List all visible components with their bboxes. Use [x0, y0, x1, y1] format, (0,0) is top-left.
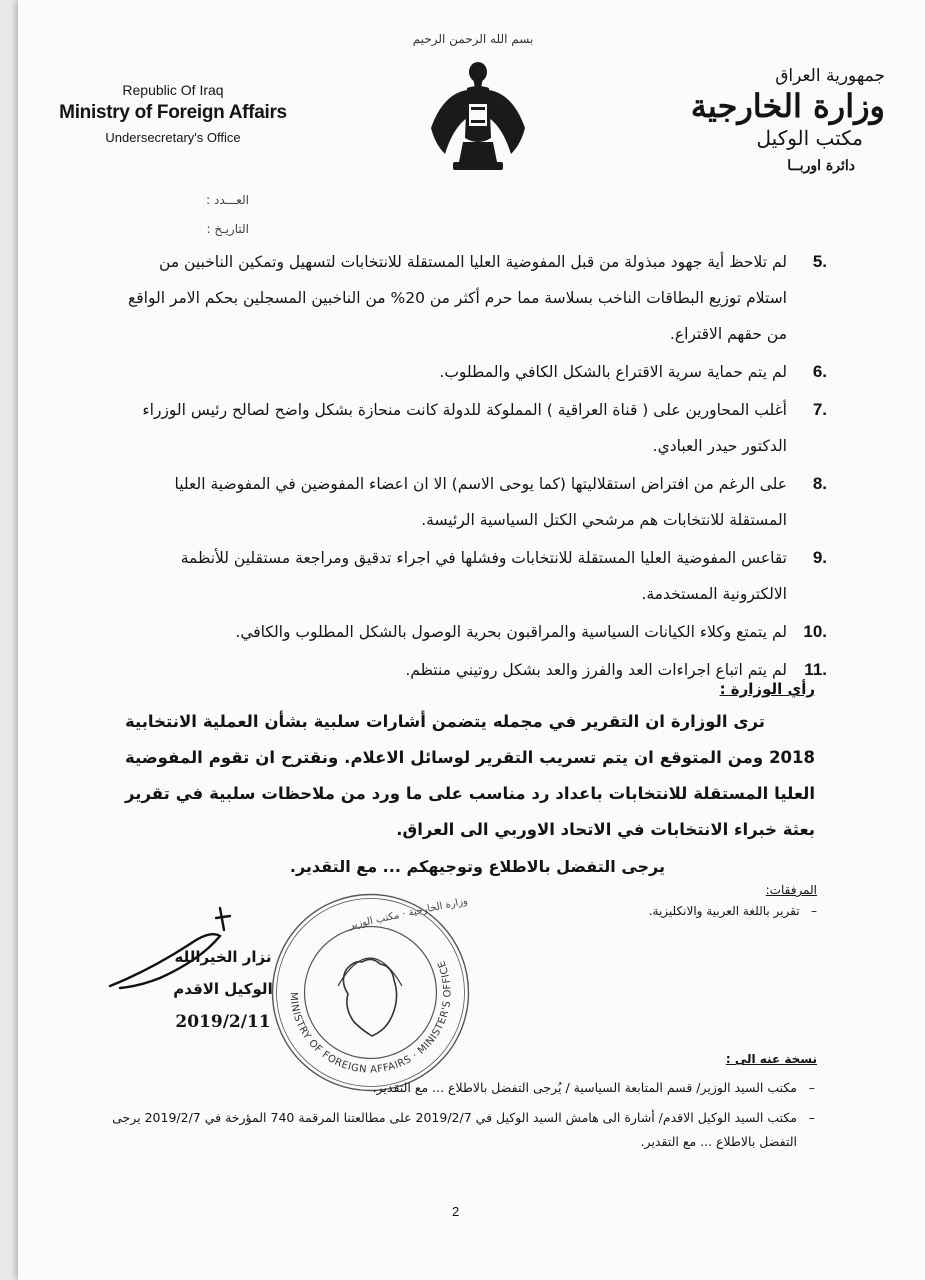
ar-country: جمهورية العراق [775, 66, 885, 86]
item-number: 10. [803, 622, 827, 641]
signer-name: نزار الخيرالله [174, 948, 272, 966]
copy-recipient: – مكتب السيد الوكيل الاقدم/ أشارة الى هامش السيد الوكيل في 2019/2/7 على مطالعتنا المرقمة 740 المؤرخة في 2019/2/7 يرجى التفضل بالاطلاع ... مع التقدير. [112, 1110, 815, 1149]
item-text: لم تلاحظ أية جهود مبذولة من قبل المفوضية العليا المستقلة للانتخابات لتسهيل وتمكين الناخبين من استلام توزيع البطاقات الناخب بسلاسة مما حرم أكثر من 20% من الناخبين المسجلين بحكم الامر الواقع من حقهم الاقتراع. [128, 253, 787, 343]
number-label: العـــدد : [206, 193, 249, 207]
attachment-item: – تقرير باللغة العربية والانكليزية. [648, 904, 817, 918]
stamp-arabic-text: وزارة الخارجية · مكتب الوزير [348, 895, 469, 932]
ar-ministry: وزارة الخارجية [690, 87, 885, 125]
opinion-paragraph: ترى الوزارة ان التقرير في مجمله يتضمن أشارات سلبية بشأن العملية الانتخابية 2018 ومن المتوقع ان يتم تسريب التقرير لوسائل الاعلام. ونقترح ان تقوم المفوضية العليا المستقلة للانتخابات باعداد رد مناسب على ما ورد من ملاحظات سلبية في تقرير بعثة خبراء الانتخابات في الاتحاد الاوربي الى العراق. [125, 712, 815, 839]
item-number: 5. [812, 252, 827, 271]
item-text: لم يتمتع وكلاء الكيانات السياسية والمراقبون بحرية الوصول بالشكل المطلوب والكافي. [235, 623, 787, 641]
basmala: بسم الله الرحمن الرحيم [412, 32, 534, 46]
english-letterhead [48, 82, 298, 145]
item-number: 8. [812, 474, 827, 493]
opinion-heading: رأي الوزارة : [719, 680, 815, 698]
list-item [125, 540, 827, 612]
copy-text: مكتب السيد الوزير/ قسم المتابعة السياسية / يُرجى التفضل بالاطلاع ... مع التقدير. [372, 1080, 797, 1095]
item-text: على الرغم من افتراض استقلاليتها (كما يوحى الاسم) الا ان اعضاء المفوضين في المفوضية العليا المستقلة للانتخابات هم مرشحي الكتل السياسية الرئيسة. [174, 475, 787, 529]
copy-text: مكتب السيد الوكيل الاقدم/ أشارة الى هامش السيد الوكيل في 2019/2/7 على مطالعتنا المرقمة 740 المؤرخة في 2019/2/7 يرجى التفضل بالاطلاع ... مع التقدير. [112, 1110, 797, 1149]
item-number: 7. [812, 400, 827, 419]
date-label: التاريـخ : [206, 222, 249, 236]
item-number: 6. [812, 362, 827, 381]
attachment-text: تقرير باللغة العربية والانكليزية. [648, 904, 800, 918]
item-number: 9. [812, 548, 827, 567]
list-item [125, 652, 827, 688]
document-page [18, 0, 925, 1280]
list-item [125, 466, 827, 538]
item-text: أغلب المحاورين على ( قناة العراقية ) المملوكة للدولة كانت منحازة بشكل واضح لصالح رئيس الوزراء الدكتور حيدر العبادي. [142, 401, 787, 455]
ar-department: دائرة اوربــا [787, 158, 855, 174]
en-office: Undersecretary's Office [105, 130, 241, 145]
copies-heading: نسخة عنه الى : [725, 1052, 817, 1066]
en-country: Republic Of Iraq [122, 82, 224, 98]
en-ministry: Ministry of Foreign Affairs [59, 102, 287, 123]
list-item [125, 614, 827, 650]
item-number: 11. [804, 660, 827, 679]
closing-line: يرجى التفضل بالاطلاع وتوجيهكم ... مع التقدير. [289, 857, 665, 876]
item-text: لم يتم حماية سرية الاقتراع بالشكل الكافي والمطلوب. [439, 363, 787, 381]
item-text: لم يتم اتباع اجراءات العد والفرز والعد بشكل روتيني منتظم. [405, 661, 787, 679]
iraq-eagle-emblem-icon [423, 58, 533, 178]
item-text: تقاعس المفوضية العليا المستقلة للانتخابات وفشلها في اجراء تدقيق ومراجعة مستقلين للأنظمة الالكترونية المستخدمة. [180, 549, 787, 603]
list-item [125, 354, 827, 390]
signature-date: 2019/2/11 [175, 1012, 271, 1032]
list-item [125, 244, 827, 352]
copies-list [105, 1076, 815, 1154]
stamp-ring-text: MINISTRY OF FOREIGN AFFAIRS · MINISTER'S OFFICE [287, 958, 454, 1076]
page-number: 2 [452, 1204, 460, 1219]
list-item [125, 392, 827, 464]
ar-office: مكتب الوكيل [756, 126, 863, 150]
arabic-letterhead [625, 66, 885, 174]
findings-list [125, 244, 827, 690]
signer-title: الوكيل الاقدم [173, 980, 273, 998]
copy-recipient: – مكتب السيد الوزير/ قسم المتابعة السياسية / يُرجى التفضل بالاطلاع ... مع التقدير. [372, 1080, 815, 1095]
attachments-heading: المرفقات: [765, 883, 817, 897]
